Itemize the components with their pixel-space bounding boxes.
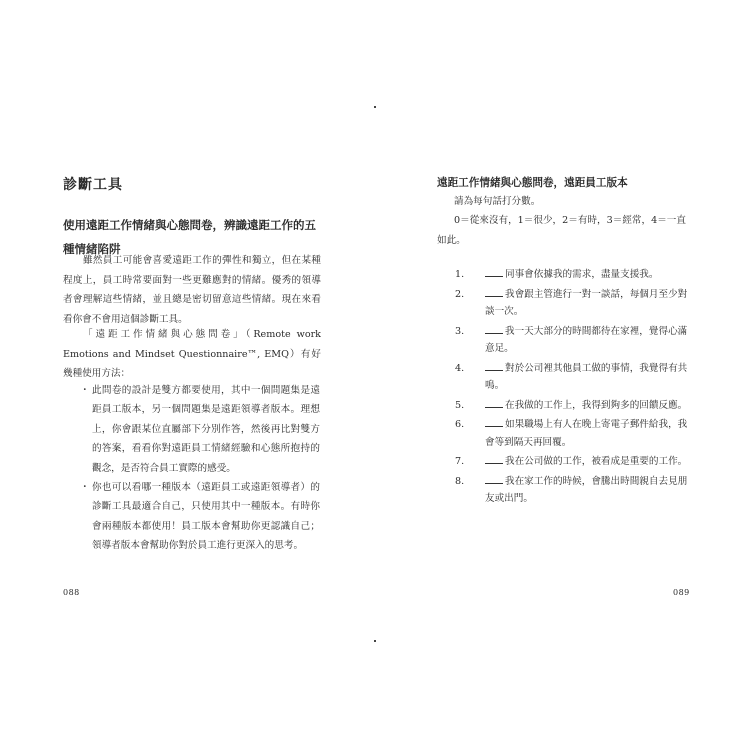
question-number: 2. xyxy=(455,288,465,300)
bullet-text: 你也可以看哪一種版本（遠距員工或遠距領導者）的診斷工具最適合自己，只使用其中一種版本。有時你會兩種版本都使用！員工版本會幫助你更認識自己；領導者版本會幫助你對於員工進行更深入的思考。 xyxy=(92,482,320,552)
question-item xyxy=(455,266,695,284)
answer-blank xyxy=(485,266,503,277)
question-text: 我會跟主管進行一對一談話，每個月至少對談一次。 xyxy=(485,288,688,317)
question-item xyxy=(455,453,695,471)
questionnaire-title: 遠距工作情緒與心態問卷，遠距員工版本 xyxy=(437,177,628,189)
bullet-mark: ・ xyxy=(80,482,90,494)
answer-blank xyxy=(485,397,503,408)
page-number: 088 xyxy=(63,588,80,597)
right-page xyxy=(375,0,750,750)
question-list xyxy=(455,266,695,510)
answer-blank xyxy=(485,323,503,334)
question-text: 對於公司裡其他員工做的事情，我覺得有共鳴。 xyxy=(485,362,688,391)
bullet-text: 此問卷的設計是雙方都要使用，其中一個問題集是遠距員工版本，另一個問題集是遠距領導者版本。理想上，你會跟某位直屬部下分別作答，然後再比對雙方的答案，看看你對遠距員工情緒經驗和心態所抱持的觀念，是否符合員工實際的感受。 xyxy=(92,385,320,474)
instruction-text: 請為每句話打分數。 xyxy=(454,196,541,207)
intro-paragraph: 雖然員工可能會喜愛遠距工作的彈性和獨立，但在某種程度上，員工時常要面對一些更難應對的情緒。優秀的領導者會理解這些情緒，並且總是密切留意這些情緒。現在來看看你會不會用這個診斷工具。 xyxy=(63,255,321,325)
question-item xyxy=(455,397,695,415)
rating-scale: 0＝從來沒有，1＝很少，2＝有時，3＝經常，4＝一直如此。 xyxy=(437,215,686,246)
question-number: 8. xyxy=(455,475,465,487)
page-number: 089 xyxy=(673,588,690,597)
bullet-mark: ・ xyxy=(80,385,90,396)
question-text: 我在公司做的工作，被看成是重要的工作。 xyxy=(505,456,688,467)
question-number: 3. xyxy=(455,325,465,337)
answer-blank xyxy=(485,473,503,484)
question-text: 如果職場上有人在晚上寄電子郵件給我，我會等到隔天再回覆。 xyxy=(485,419,688,448)
question-text: 在我做的工作上，我得到夠多的回饋反應。 xyxy=(505,399,688,411)
question-item xyxy=(455,360,695,395)
question-text: 我在家工作的時候，會騰出時間親自去見朋友或出門。 xyxy=(485,475,688,504)
answer-blank xyxy=(485,453,503,464)
section-heading: 診斷工具 xyxy=(63,177,123,193)
usage-paragraph: 「遠距工作情緒與心態問卷」（Remote work Emotions and Mindset Questionnaire™, EMQ）有好幾種使用方法： xyxy=(63,329,321,379)
question-text: 同事會依據我的需求，盡量支援我。 xyxy=(505,269,659,280)
question-item xyxy=(455,323,695,358)
question-item xyxy=(455,473,695,508)
answer-blank xyxy=(485,360,503,371)
usage-bullet-list xyxy=(80,381,320,556)
question-text: 我一天大部分的時間都待在家裡，覺得心滿意足。 xyxy=(485,325,688,354)
question-number: 7. xyxy=(455,456,465,467)
question-number: 6. xyxy=(455,419,465,430)
usage-bullet xyxy=(80,381,320,478)
usage-bullet xyxy=(80,478,320,556)
question-number: 5. xyxy=(455,399,465,411)
answer-blank xyxy=(485,416,503,427)
question-item xyxy=(455,416,695,451)
subheading: 使用遠距工作情緒與心態問卷，辨識遠距工作的五種情緒陷阱 xyxy=(63,218,316,256)
question-number: 4. xyxy=(455,362,465,374)
question-item xyxy=(455,286,695,321)
answer-blank xyxy=(485,286,503,297)
question-number: 1. xyxy=(455,269,465,280)
